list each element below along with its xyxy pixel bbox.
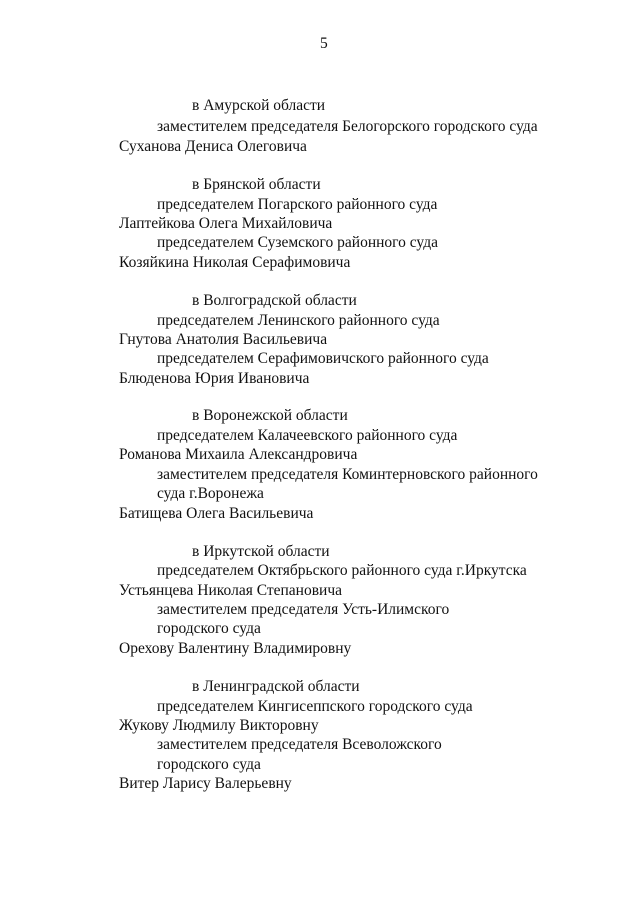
region-heading: в Ленинградской области xyxy=(192,678,360,695)
region-heading: в Волгоградской области xyxy=(192,292,357,309)
person-name: Козяйкина Николая Серафимовича xyxy=(119,254,351,271)
region-heading: в Брянской области xyxy=(192,176,321,193)
region-heading: в Воронежской области xyxy=(192,407,348,424)
person-name: Устьянцева Николая Степановича xyxy=(119,582,342,599)
person-name: Гнутова Анатолия Васильевича xyxy=(119,331,328,348)
person-name: Витер Ларису Валерьевну xyxy=(119,775,292,792)
person-name: Жукову Людмилу Викторовну xyxy=(119,717,319,734)
position-line: председателем Серафимовичского районного суда xyxy=(157,350,489,367)
position-line: заместителем председателя Всеволожского xyxy=(157,736,442,753)
position-line: заместителем председателя Белогорского городского суда xyxy=(157,118,538,135)
person-name: Блюденова Юрия Ивановича xyxy=(119,370,310,387)
position-line: председателем Ленинского районного суда xyxy=(157,312,440,329)
position-line: председателем Октябрьского районного суда г.Иркутска xyxy=(157,562,527,579)
position-line: председателем Кингисеппского городского суда xyxy=(157,698,473,715)
position-line: председателем Суземского районного суда xyxy=(157,234,438,251)
person-name: Суханова Дениса Олеговича xyxy=(119,138,307,155)
position-line: заместителем председателя Коминтерновского районного xyxy=(157,466,538,483)
position-line: заместителем председателя Усть-Илимского xyxy=(157,601,450,618)
position-line: суда г.Воронежа xyxy=(157,485,264,502)
page-number: 5 xyxy=(320,35,328,52)
position-line: председателем Погарского районного суда xyxy=(157,196,438,213)
position-line: городского суда xyxy=(157,756,261,773)
position-line: председателем Калачеевского районного суда xyxy=(157,427,458,444)
person-name: Батищева Олега Васильевича xyxy=(119,505,314,522)
person-name: Орехову Валентину Владимировну xyxy=(119,640,352,657)
region-heading: в Иркутской области xyxy=(192,543,330,560)
person-name: Лаптейкова Олега Михайловича xyxy=(119,215,333,232)
person-name: Романова Михаила Александровича xyxy=(119,446,358,463)
region-heading: в Амурской области xyxy=(192,97,326,114)
position-line: городского суда xyxy=(157,620,261,637)
